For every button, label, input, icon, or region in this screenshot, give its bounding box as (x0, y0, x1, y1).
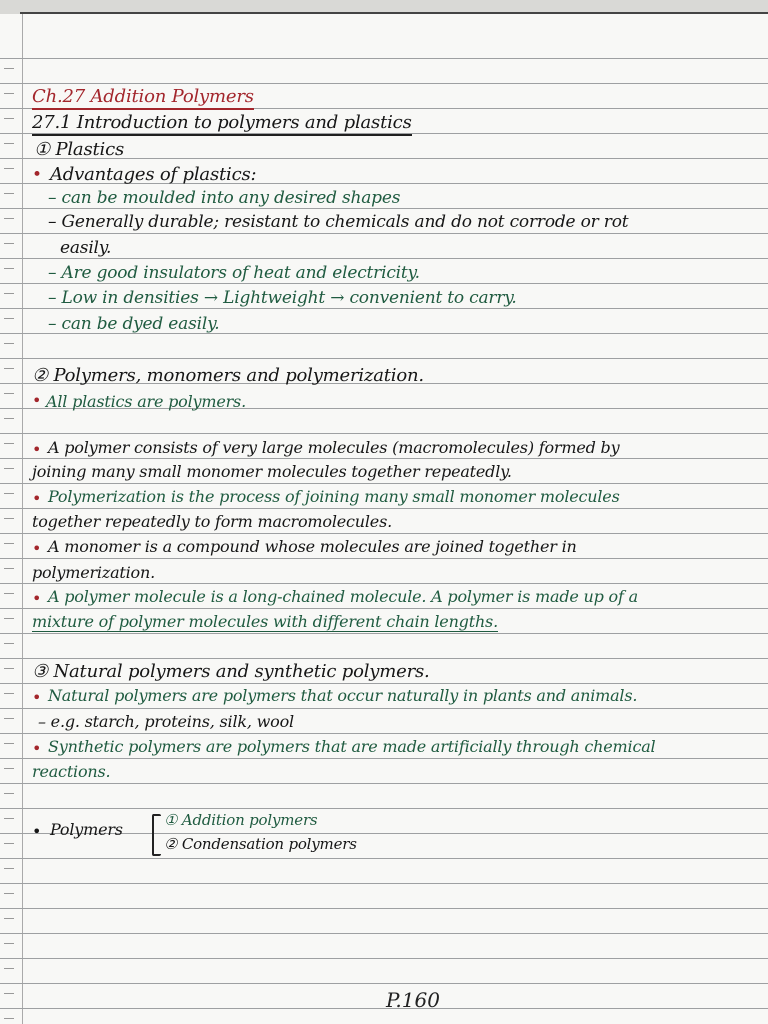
natural-polymers-examples: – e.g. starch, proteins, silk, wool (38, 712, 294, 731)
margin-tick (4, 293, 14, 294)
margin-tick (4, 543, 14, 544)
polymer-definition: A polymer consists of very large molecules (macromolecules) formed by (48, 438, 620, 457)
ruled-line (0, 358, 768, 359)
ruled-line (0, 808, 768, 809)
advantage-item: – can be dyed easily. (48, 314, 220, 334)
ruled-line (0, 658, 768, 659)
margin-tick (4, 418, 14, 419)
margin-tick (4, 818, 14, 819)
margin-tick (4, 343, 14, 344)
bullet: • (32, 589, 42, 608)
page-number: P.160 (386, 988, 440, 1012)
ruled-line (0, 633, 768, 634)
margin-tick (4, 718, 14, 719)
ruled-line (0, 58, 768, 59)
ruled-line (0, 258, 768, 259)
bullet: • (32, 739, 42, 758)
margin-tick (4, 918, 14, 919)
margin-tick (4, 868, 14, 869)
ruled-line (0, 283, 768, 284)
page-top-line (20, 12, 768, 14)
polymerization-definition: Polymerization is the process of joining many small monomer molecules (48, 487, 620, 506)
ruled-line (0, 458, 768, 459)
margin-tick (4, 618, 14, 619)
ruled-line (0, 533, 768, 534)
ruled-line (0, 608, 768, 609)
ruled-line (0, 308, 768, 309)
margin-tick (4, 368, 14, 369)
margin-tick (4, 793, 14, 794)
ruled-line (0, 583, 768, 584)
ruled-line (0, 858, 768, 859)
margin-tick (4, 268, 14, 269)
ruled-line (0, 483, 768, 484)
ruled-line (0, 883, 768, 884)
ruled-line (0, 508, 768, 509)
margin-tick (4, 668, 14, 669)
polymer-molecule-definition: A polymer molecule is a long-chained molecule. A polymer is made up of a (48, 587, 638, 606)
ruled-line (0, 558, 768, 559)
synthetic-polymers-definition: reactions. (32, 762, 111, 781)
margin-tick (4, 468, 14, 469)
polymer-definition: joining many small monomer molecules together repeatedly. (32, 462, 512, 481)
topic-natural-synthetic: ③ Natural polymers and synthetic polymers. (32, 661, 430, 682)
topic-plastics: ① Plastics (34, 139, 125, 160)
margin-tick (4, 893, 14, 894)
ruled-line (0, 683, 768, 684)
margin-tick (4, 393, 14, 394)
bullet: • (32, 539, 42, 558)
advantage-item: easily. (60, 238, 112, 258)
ruled-line (0, 958, 768, 959)
ruled-line (0, 908, 768, 909)
bullet: • (32, 440, 42, 459)
monomer-definition: A monomer is a compound whose molecules are joined together in (48, 537, 577, 556)
bullet: • (32, 391, 42, 410)
advantage-item: – Are good insulators of heat and electricity. (48, 263, 420, 283)
margin-tick (4, 168, 14, 169)
margin-tick (4, 943, 14, 944)
margin-tick (4, 318, 14, 319)
bullet: • (32, 688, 42, 707)
ruled-line (0, 83, 768, 84)
advantage-item: – Low in densities → Lightweight → convenient to carry. (48, 288, 517, 308)
margin-tick (4, 118, 14, 119)
polymer-molecule-definition: mixture of polymer molecules with different chain lengths. (32, 612, 498, 631)
margin-tick (4, 443, 14, 444)
polymer-type-item: ② Condensation polymers (164, 835, 357, 853)
margin-tick (4, 568, 14, 569)
natural-polymers-definition: Natural polymers are polymers that occur naturally in plants and animals. (48, 686, 638, 705)
synthetic-polymers-definition: Synthetic polymers are polymers that are made artificially through chemical (48, 737, 656, 756)
margin-tick (4, 1018, 14, 1019)
ruled-line (0, 758, 768, 759)
margin-tick (4, 93, 14, 94)
bullet: • (32, 165, 42, 185)
chapter-title: Ch.27 Addition Polymers (32, 86, 254, 110)
bullet: • (32, 489, 42, 508)
margin-tick (4, 993, 14, 994)
margin-tick (4, 493, 14, 494)
topic-polymers-monomers: ② Polymers, monomers and polymerization. (32, 365, 424, 386)
margin-line (22, 14, 23, 1024)
monomer-definition: polymerization. (32, 563, 155, 582)
advantage-item: – can be moulded into any desired shapes (48, 188, 401, 208)
bracket (152, 814, 161, 856)
ruled-line (0, 1008, 768, 1009)
margin-tick (4, 518, 14, 519)
advantages-heading: Advantages of plastics: (50, 164, 257, 185)
margin-tick (4, 218, 14, 219)
margin-tick (4, 593, 14, 594)
ruled-line (0, 433, 768, 434)
ruled-line (0, 233, 768, 234)
margin-tick (4, 768, 14, 769)
margin-tick (4, 243, 14, 244)
margin-tick (4, 743, 14, 744)
margin-tick (4, 143, 14, 144)
advantage-item: – Generally durable; resistant to chemicals and do not corrode or rot (48, 212, 629, 232)
ruled-line (0, 933, 768, 934)
margin-tick (4, 843, 14, 844)
ruled-line (0, 208, 768, 209)
margin-tick (4, 693, 14, 694)
ruled-line (0, 733, 768, 734)
polymerization-definition: together repeatedly to form macromolecules. (32, 512, 392, 531)
margin-tick (4, 968, 14, 969)
ruled-line (0, 708, 768, 709)
polymer-type-item: ① Addition polymers (164, 811, 318, 829)
bullet: • (32, 822, 42, 841)
margin-tick (4, 68, 14, 69)
ruled-line (0, 983, 768, 984)
margin-tick (4, 643, 14, 644)
all-plastics-note: All plastics are polymers. (46, 392, 246, 411)
section-title: 27.1 Introduction to polymers and plastics (32, 112, 412, 136)
ruled-line (0, 783, 768, 784)
polymers-label: Polymers (50, 820, 123, 839)
margin-tick (4, 193, 14, 194)
